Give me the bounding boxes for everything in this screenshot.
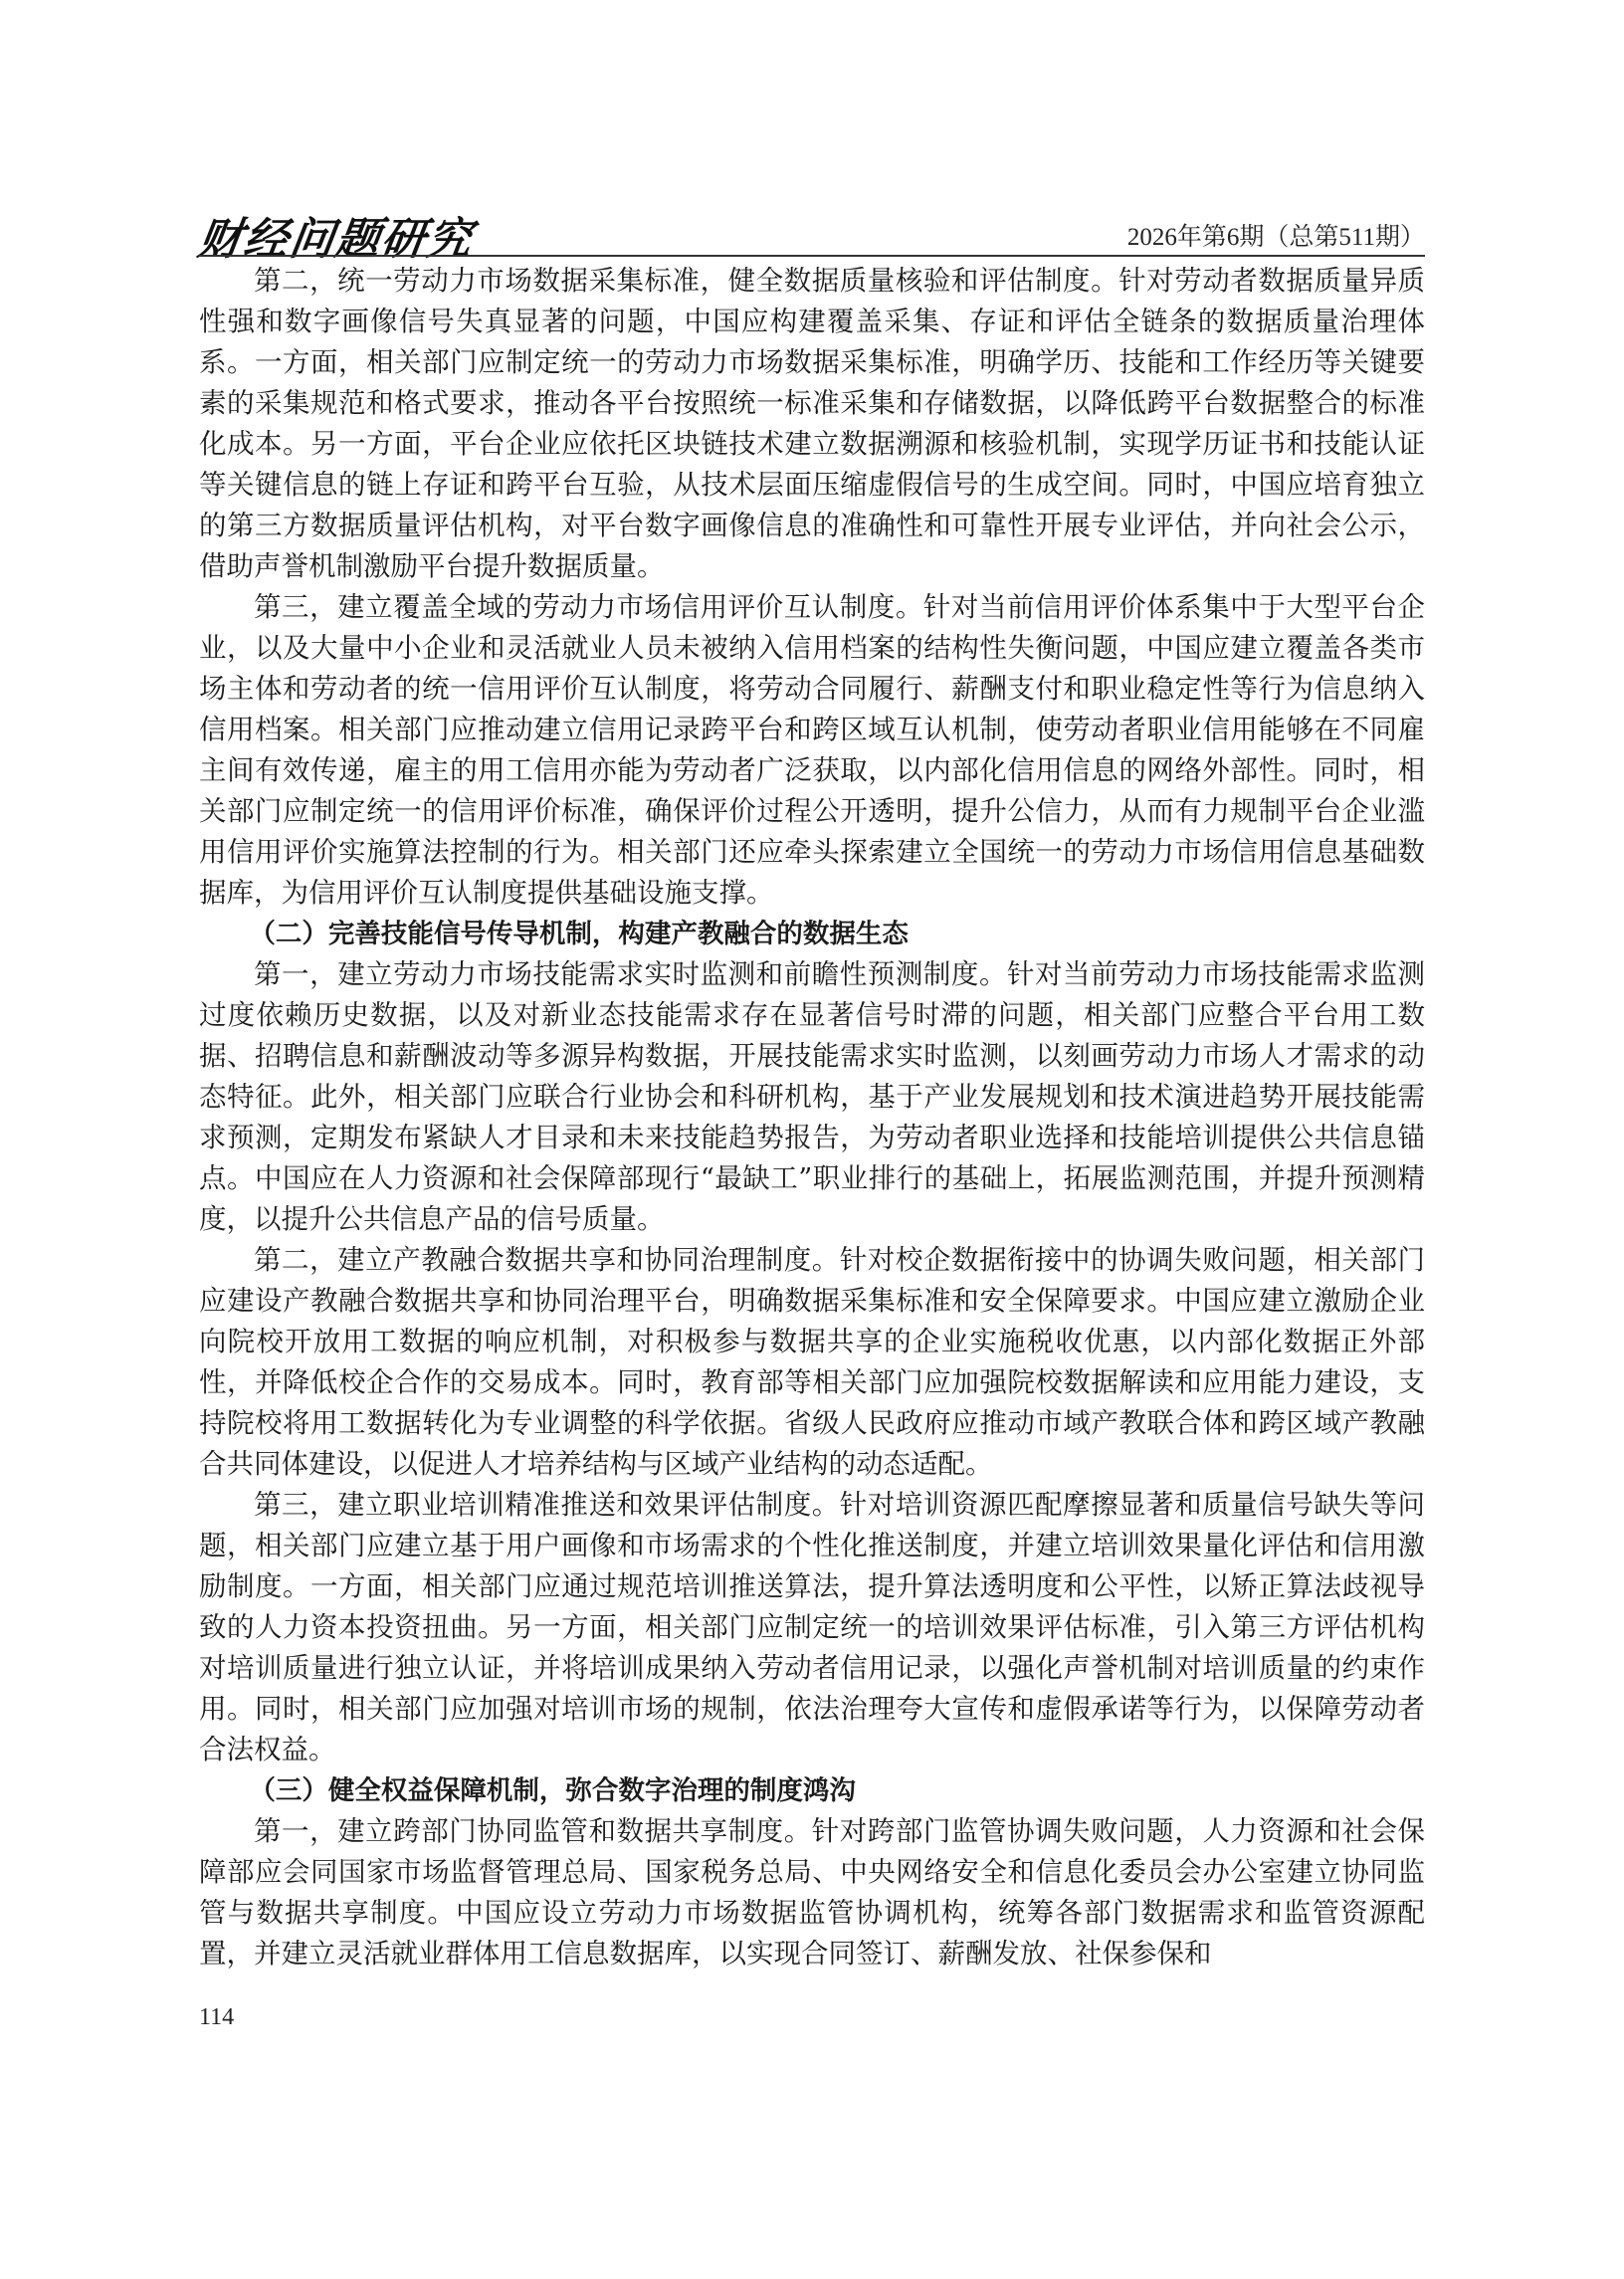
issue-info: 2026年第6期（总第511期） <box>1126 224 1425 251</box>
paragraph: 第二，统一劳动力市场数据采集标准，健全数据质量核验和评估制度。针对劳动者数据质量异质性强和数字画像信号失真显著的问题，中国应构建覆盖采集、存证和评估全链条的数据质量治理体系。一方面，相关部门应制定统一的劳动力市场数据采集标准，明确学历、技能和工作经历等关键要素的采集规范和格式要求，推动各平台按照统一标准采集和存储数据，以降低跨平台数据整合的标准化成本。另一方面，平台企业应依托区块链技术建立数据溯源和核验机制，实现学历证书和技能认证等关键信息的链上存证和跨平台互验，从技术层面压缩虚假信号的生成空间。同时，中国应培育独立的第三方数据质量评估机构，对平台数字画像信息的准确性和可靠性开展专业评估，并向社会公示，借助声誉机制激励平台提升数据质量。 <box>199 265 1425 582</box>
paragraph: 第二，建立产教融合数据共享和协同治理制度。针对校企数据衔接中的协调失败问题，相关部门应建设产教融合数据共享和协同治理平台，明确数据采集标准和安全保障要求。中国应建立激励企业向院校开放用工数据的响应机制，对积极参与数据共享的企业实施税收优惠，以内部化数据正外部性，并降低校企合作的交易成本。同时，教育部等相关部门应加强院校数据解读和应用能力建设，支持院校将用工数据转化为专业调整的科学依据。省级人民政府应推动市域产教联合体和跨区域产教融合共同体建设，以促进人才培养结构与区域产业结构的动态适配。 <box>199 1244 1425 1480</box>
section-heading: （二）完善技能信号传导机制，构建产教融合的数据生态 <box>249 919 909 949</box>
journal-logo: 财经问题研究 <box>194 214 477 265</box>
paragraph: 第一，建立劳动力市场技能需求实时监测和前瞻性预测制度。针对当前劳动力市场技能需求监测过度依赖历史数据，以及对新业态技能需求存在显著信号时滞的问题，相关部门应整合平台用工数据、招聘信息和薪酬波动等多源异构数据，开展技能需求实时监测，以刻画劳动力市场人才需求的动态特征。此外，相关部门应联合行业协会和科研机构，基于产业发展规划和技术演进趋势开展技能需求预测，定期发布紧缺人才目录和未来技能趋势报告，为劳动者职业选择和技能培训提供公共信息锚点。中国应在人力资源和社会保障部现行“最缺工”职业排行的基础上，拓展监测范围，并提升预测精度，以提升公共信息产品的信号质量。 <box>199 958 1425 1235</box>
article-body <box>199 261 1425 1974</box>
page-header <box>194 199 1425 265</box>
page-number: 114 <box>199 2004 235 2030</box>
paragraph: 第一，建立跨部门协同监管和数据共享制度。针对跨部门监管协调失败问题，人力资源和社会保障部应会同国家市场监督管理总局、国家税务总局、中央网络安全和信息化委员会办公室建立协同监管与数据共享制度。中国应设立劳动力市场数据监管协调机构，统筹各部门数据需求和监管资源配置，并建立灵活就业群体用工信息数据库，以实现合同签订、薪酬发放、社保参保和 <box>199 1815 1425 1969</box>
header-divider <box>199 255 1425 257</box>
section-heading: （三）健全权益保障机制，弥合数字治理的制度鸿沟 <box>249 1775 856 1806</box>
paragraph: 第三，建立职业培训精准推送和效果评估制度。针对培训资源匹配摩擦显著和质量信号缺失等问题，相关部门应建立基于用户画像和市场需求的个性化推送制度，并建立培训效果量化评估和信用激励制度。一方面，相关部门应通过规范培训推送算法，提升算法透明度和公平性，以矫正算法歧视导致的人力资本投资扭曲。另一方面，相关部门应制定统一的培训效果评估标准，引入第三方评估机构对培训质量进行独立认证，并将培训成果纳入劳动者信用记录，以强化声誉机制对培训质量的约束作用。同时，相关部门应加强对培训市场的规制，依法治理夸大宣传和虚假承诺等行为，以保障劳动者合法权益。 <box>199 1489 1425 1765</box>
paragraph: 第三，建立覆盖全域的劳动力市场信用评价互认制度。针对当前信用评价体系集中于大型平台企业，以及大量中小企业和灵活就业人员未被纳入信用档案的结构性失衡问题，中国应建立覆盖各类市场主体和劳动者的统一信用评价互认制度，将劳动合同履行、薪酬支付和职业稳定性等行为信息纳入信用档案。相关部门应推动建立信用记录跨平台和跨区域互认机制，使劳动者职业信用能够在不同雇主间有效传递，雇主的用工信用亦能为劳动者广泛获取，以内部化信用信息的网络外部性。同时，相关部门应制定统一的信用评价标准，确保评价过程公开透明，提升公信力，从而有力规制平台企业滥用信用评价实施算法控制的行为。相关部门还应牵头探索建立全国统一的劳动力市场信用信息基础数据库，为信用评价互认制度提供基础设施支撑。 <box>199 591 1425 909</box>
